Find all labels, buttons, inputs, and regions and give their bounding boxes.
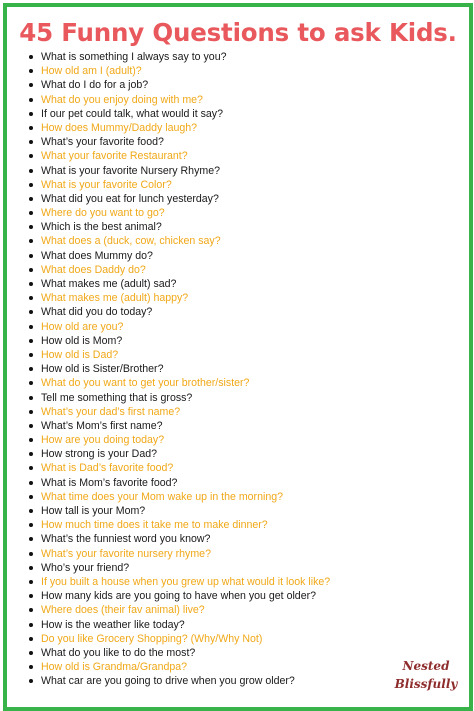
list-item <box>29 320 330 334</box>
page-title: 45 Funny Questions to ask Kids. <box>19 18 457 47</box>
bullet-icon <box>29 566 33 570</box>
bullet-icon <box>29 481 33 485</box>
list-item <box>29 121 330 135</box>
bullet-icon <box>29 296 33 300</box>
list-item <box>29 220 330 234</box>
bullet-icon <box>29 651 33 655</box>
question-text: What do you enjoy doing with me? <box>41 93 203 106</box>
bullet-icon <box>29 197 33 201</box>
question-list <box>29 50 330 688</box>
bullet-icon <box>29 410 33 414</box>
question-text: What is Mom’s favorite food? <box>41 476 178 489</box>
question-text: What time does your Mom wake up in the morning? <box>41 490 284 503</box>
bullet-icon <box>29 339 33 343</box>
list-item <box>29 93 330 107</box>
list-item <box>29 518 330 532</box>
question-text: How old is Mom? <box>41 334 123 347</box>
page-frame <box>3 3 473 711</box>
list-item <box>29 476 330 490</box>
question-text: What is something I always say to you? <box>41 51 227 63</box>
list-item <box>29 263 330 277</box>
list-item <box>29 646 330 660</box>
question-text: How is the weather like today? <box>41 618 185 631</box>
bullet-icon <box>29 282 33 286</box>
list-item <box>29 674 330 688</box>
bullet-icon <box>29 438 33 442</box>
bullet-icon <box>29 424 33 428</box>
list-item <box>29 561 330 575</box>
bullet-icon <box>29 381 33 385</box>
list-item <box>29 433 330 447</box>
list-item <box>29 178 330 192</box>
question-text: What does a (duck, cow, chicken say? <box>41 235 221 248</box>
list-item <box>29 589 330 603</box>
list-item <box>29 50 330 64</box>
list-item <box>29 391 330 405</box>
bullet-icon <box>29 268 33 272</box>
question-text: Where does (their fav animal) live? <box>41 604 205 617</box>
list-item <box>29 78 330 92</box>
list-item <box>29 135 330 149</box>
list-item <box>29 249 330 263</box>
list-item <box>29 291 330 305</box>
question-text: How tall is your Mom? <box>41 505 146 517</box>
logo-line-2: Blissfully <box>394 677 458 691</box>
question-text: Where do you want to go? <box>41 207 165 220</box>
bullet-icon <box>29 225 33 229</box>
list-item <box>29 632 330 646</box>
question-text: What’s your favorite nursery rhyme? <box>41 547 211 560</box>
bullet-icon <box>29 466 33 470</box>
list-item <box>29 419 330 433</box>
question-text: How are you doing today? <box>41 434 165 447</box>
question-text: What makes me (adult) sad? <box>41 278 177 290</box>
list-item <box>29 405 330 419</box>
bullet-icon <box>29 594 33 598</box>
question-text: What car are you going to drive when you grow older? <box>41 675 295 688</box>
question-text: What do you want to get your brother/sister? <box>41 377 250 390</box>
bullet-icon <box>29 637 33 641</box>
question-text: Which is the best animal? <box>41 221 162 234</box>
bullet-icon <box>29 310 33 314</box>
question-text: What is Dad’s favorite food? <box>41 462 174 475</box>
list-item <box>29 575 330 589</box>
bullet-icon <box>29 509 33 513</box>
list-item <box>29 334 330 348</box>
bullet-icon <box>29 665 33 669</box>
bullet-icon <box>29 452 33 456</box>
question-text: What’s your favorite food? <box>41 136 164 149</box>
question-text: What did you eat for lunch yesterday? <box>41 192 219 205</box>
bullet-icon <box>29 396 33 400</box>
list-item <box>29 603 330 617</box>
question-text: Tell me something that is gross? <box>41 391 193 404</box>
list-item <box>29 64 330 78</box>
bullet-icon <box>29 523 33 527</box>
question-text: What your favorite Restaurant? <box>41 150 188 163</box>
bullet-icon <box>29 367 33 371</box>
question-text: How old am I (adult)? <box>41 65 142 78</box>
question-text: How old is Dad? <box>41 348 119 361</box>
bullet-icon <box>29 495 33 499</box>
list-item <box>29 107 330 121</box>
question-text: What’s the funniest word you know? <box>41 533 211 546</box>
question-text: What’s Mom’s first name? <box>41 419 163 432</box>
question-text: Do you like Grocery Shopping? (Why/Why Not) <box>41 632 263 645</box>
question-text: How old are you? <box>41 320 124 333</box>
bullet-icon <box>29 679 33 683</box>
list-item <box>29 149 330 163</box>
question-text: What did you do today? <box>41 306 153 319</box>
list-item <box>29 362 330 376</box>
question-text: If our pet could talk, what would it say? <box>41 107 223 120</box>
question-text: What is your favorite Color? <box>41 178 172 191</box>
list-item <box>29 348 330 362</box>
bullet-icon <box>29 211 33 215</box>
bullet-icon <box>29 552 33 556</box>
bullet-icon <box>29 69 33 73</box>
question-text: How many kids are you going to have when you get older? <box>41 590 317 603</box>
bullet-icon <box>29 83 33 87</box>
bullet-icon <box>29 254 33 258</box>
bullet-icon <box>29 580 33 584</box>
question-text: What does Daddy do? <box>41 263 146 276</box>
question-text: Who’s your friend? <box>41 561 130 574</box>
bullet-icon <box>29 239 33 243</box>
list-item <box>29 532 330 546</box>
list-item <box>29 305 330 319</box>
bullet-icon <box>29 608 33 612</box>
bullet-icon <box>29 183 33 187</box>
question-text: What’s your dad’s first name? <box>41 405 181 418</box>
list-item <box>29 547 330 561</box>
question-text: What is your favorite Nursery Rhyme? <box>41 164 220 177</box>
bullet-icon <box>29 126 33 130</box>
list-item <box>29 206 330 220</box>
question-text: What does Mummy do? <box>41 249 153 262</box>
bullet-icon <box>29 98 33 102</box>
list-item <box>29 490 330 504</box>
list-item <box>29 660 330 674</box>
bullet-icon <box>29 112 33 116</box>
list-item <box>29 277 330 291</box>
bullet-icon <box>29 353 33 357</box>
nested-blissfully-logo <box>387 657 465 693</box>
bullet-icon <box>29 154 33 158</box>
list-item <box>29 192 330 206</box>
logo-line-1: Nested <box>402 659 450 673</box>
question-text: What do I do for a job? <box>41 79 149 92</box>
list-item <box>29 504 330 518</box>
list-item <box>29 376 330 390</box>
bullet-icon <box>29 537 33 541</box>
list-item <box>29 618 330 632</box>
list-item <box>29 234 330 248</box>
bullet-icon <box>29 55 33 59</box>
bullet-icon <box>29 623 33 627</box>
question-text: How much time does it take me to make dinner? <box>41 519 268 532</box>
question-text: What do you like to do the most? <box>41 646 196 659</box>
bullet-icon <box>29 169 33 173</box>
list-item <box>29 461 330 475</box>
list-item <box>29 447 330 461</box>
bullet-icon <box>29 140 33 144</box>
question-text: How strong is your Dad? <box>41 448 157 461</box>
bullet-icon <box>29 325 33 329</box>
question-text: How does Mummy/Daddy laugh? <box>41 121 198 134</box>
question-text: How old is Sister/Brother? <box>41 363 164 376</box>
question-text: What makes me (adult) happy? <box>41 292 189 305</box>
list-item <box>29 164 330 178</box>
question-text: How old is Grandma/Grandpa? <box>41 661 188 674</box>
question-text: If you built a house when you grew up what would it look like? <box>41 575 331 588</box>
